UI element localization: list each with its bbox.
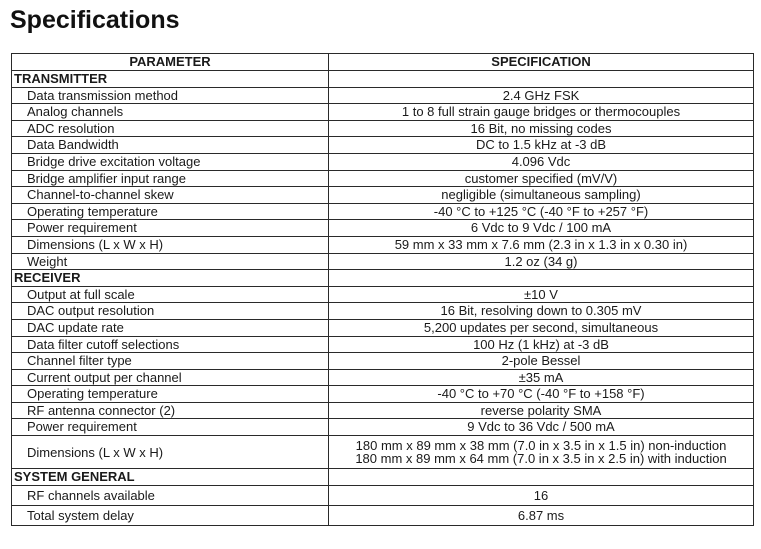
specification-cell: [329, 303, 754, 320]
table-row: [12, 236, 754, 253]
section-spec-cell: [329, 71, 754, 88]
specification-text: -40 °C to +125 °C (-40 °F to +257 °F): [433, 203, 649, 219]
table-row: [12, 286, 754, 303]
specification-cell: [329, 336, 754, 353]
table-row: [12, 187, 754, 204]
specification-cell: [329, 319, 754, 336]
specification-text: 9 Vdc to 36 Vdc / 500 mA: [467, 419, 615, 435]
specification-text: -40 °C to +70 °C (-40 °F to +158 °F): [437, 386, 645, 402]
specification-cell: [329, 419, 754, 436]
specification-text: 180 mm x 89 mm x 64 mm (7.0 in x 3.5 in x 2.5 in) with induction: [355, 451, 727, 467]
parameter-cell: Total system delay: [12, 505, 329, 525]
table-row: [12, 419, 754, 436]
specification-cell: [329, 485, 754, 505]
table-row: [12, 170, 754, 187]
section-row: [12, 270, 754, 287]
specification-cell: [329, 120, 754, 137]
specification-text: 16 Bit, resolving down to 0.305 mV: [440, 303, 642, 319]
parameter-cell: Current output per channel: [12, 369, 329, 386]
specification-cell: [329, 402, 754, 419]
parameter-cell: Power requirement: [12, 419, 329, 436]
parameter-cell: RF antenna connector (2): [12, 402, 329, 419]
specification-cell: [329, 87, 754, 104]
table-row: [12, 369, 754, 386]
specifications-table: [11, 53, 754, 526]
specification-cell: [329, 220, 754, 237]
parameter-cell: Power requirement: [12, 220, 329, 237]
specification-text: 6.87 ms: [517, 507, 565, 523]
table-row: [12, 485, 754, 505]
specification-cell: [329, 505, 754, 525]
section-heading: TRANSMITTER: [12, 71, 329, 88]
section-spec-cell: [329, 469, 754, 486]
table-body: [12, 71, 754, 526]
table-row: [12, 120, 754, 137]
specification-cell: [329, 253, 754, 270]
specification-text: 4.096 Vdc: [511, 153, 571, 169]
specification-text: 2-pole Bessel: [501, 353, 581, 369]
specification-text: DC to 1.5 kHz at -3 dB: [475, 137, 607, 153]
parameter-cell: Channel filter type: [12, 353, 329, 370]
specification-cell: [329, 170, 754, 187]
section-heading: SYSTEM GENERAL: [12, 469, 329, 486]
specification-text: reverse polarity SMA: [480, 402, 602, 418]
section-heading: RECEIVER: [12, 270, 329, 287]
parameter-cell: Dimensions (L x W x H): [12, 436, 329, 469]
parameter-cell: Bridge drive excitation voltage: [12, 153, 329, 170]
specification-cell: [329, 137, 754, 154]
specification-text: 1 to 8 full strain gauge bridges or thermocouples: [401, 104, 681, 120]
parameter-cell: Operating temperature: [12, 203, 329, 220]
specification-text: 16: [533, 487, 549, 503]
parameter-cell: Operating temperature: [12, 386, 329, 403]
specification-cell: [329, 187, 754, 204]
specification-cell: [329, 353, 754, 370]
specification-text: 59 mm x 33 mm x 7.6 mm (2.3 in x 1.3 in x 0.30 in): [394, 236, 688, 252]
parameter-cell: Bridge amplifier input range: [12, 170, 329, 187]
specification-text: 1.2 oz (34 g): [504, 253, 578, 269]
parameter-cell: Analog channels: [12, 104, 329, 121]
specification-cell: [329, 203, 754, 220]
table-row: [12, 87, 754, 104]
column-header-parameter: PARAMETER: [12, 54, 329, 71]
parameter-cell: DAC update rate: [12, 319, 329, 336]
section-row: [12, 71, 754, 88]
table-row: [12, 203, 754, 220]
specification-text: customer specified (mV/V): [464, 170, 618, 186]
parameter-cell: Channel-to-channel skew: [12, 187, 329, 204]
parameter-cell: RF channels available: [12, 485, 329, 505]
table-row: [12, 303, 754, 320]
section-spec-cell: [329, 270, 754, 287]
specification-cell: [329, 386, 754, 403]
specification-text: 2.4 GHz FSK: [502, 87, 580, 103]
specification-cell: [329, 436, 754, 469]
parameter-cell: ADC resolution: [12, 120, 329, 137]
table-row: [12, 505, 754, 525]
table-header-row: [12, 54, 754, 71]
table-row: [12, 253, 754, 270]
specification-text: negligible (simultaneous sampling): [441, 187, 641, 203]
table-row: [12, 104, 754, 121]
table-row: [12, 220, 754, 237]
parameter-cell: Dimensions (L x W x H): [12, 236, 329, 253]
page-title: Specifications: [10, 6, 180, 34]
specification-cell: [329, 286, 754, 303]
section-row: [12, 469, 754, 486]
specification-cell: [329, 104, 754, 121]
specification-cell: [329, 369, 754, 386]
specification-text: 100 Hz (1 kHz) at -3 dB: [473, 336, 609, 352]
specification-cell: [329, 236, 754, 253]
table-row: [12, 153, 754, 170]
specification-text: 16 Bit, no missing codes: [470, 120, 612, 136]
column-header-specification: SPECIFICATION: [329, 54, 754, 71]
table-row: [12, 353, 754, 370]
parameter-cell: Data Bandwidth: [12, 137, 329, 154]
table-row: [12, 436, 754, 469]
parameter-cell: Data transmission method: [12, 87, 329, 104]
specification-text: ±10 V: [524, 286, 558, 302]
specification-text: 5,200 updates per second, simultaneous: [423, 319, 659, 335]
table-row: [12, 402, 754, 419]
parameter-cell: Output at full scale: [12, 286, 329, 303]
specification-text: 6 Vdc to 9 Vdc / 100 mA: [470, 220, 612, 236]
table-row: [12, 137, 754, 154]
table-row: [12, 336, 754, 353]
specification-text: 180 mm x 89 mm x 38 mm (7.0 in x 3.5 in x 1.5 in) non-induction: [355, 438, 727, 454]
specification-text: ±35 mA: [518, 369, 564, 385]
specification-cell: [329, 153, 754, 170]
parameter-cell: Data filter cutoff selections: [12, 336, 329, 353]
table-row: [12, 319, 754, 336]
parameter-cell: Weight: [12, 253, 329, 270]
table-row: [12, 386, 754, 403]
parameter-cell: DAC output resolution: [12, 303, 329, 320]
